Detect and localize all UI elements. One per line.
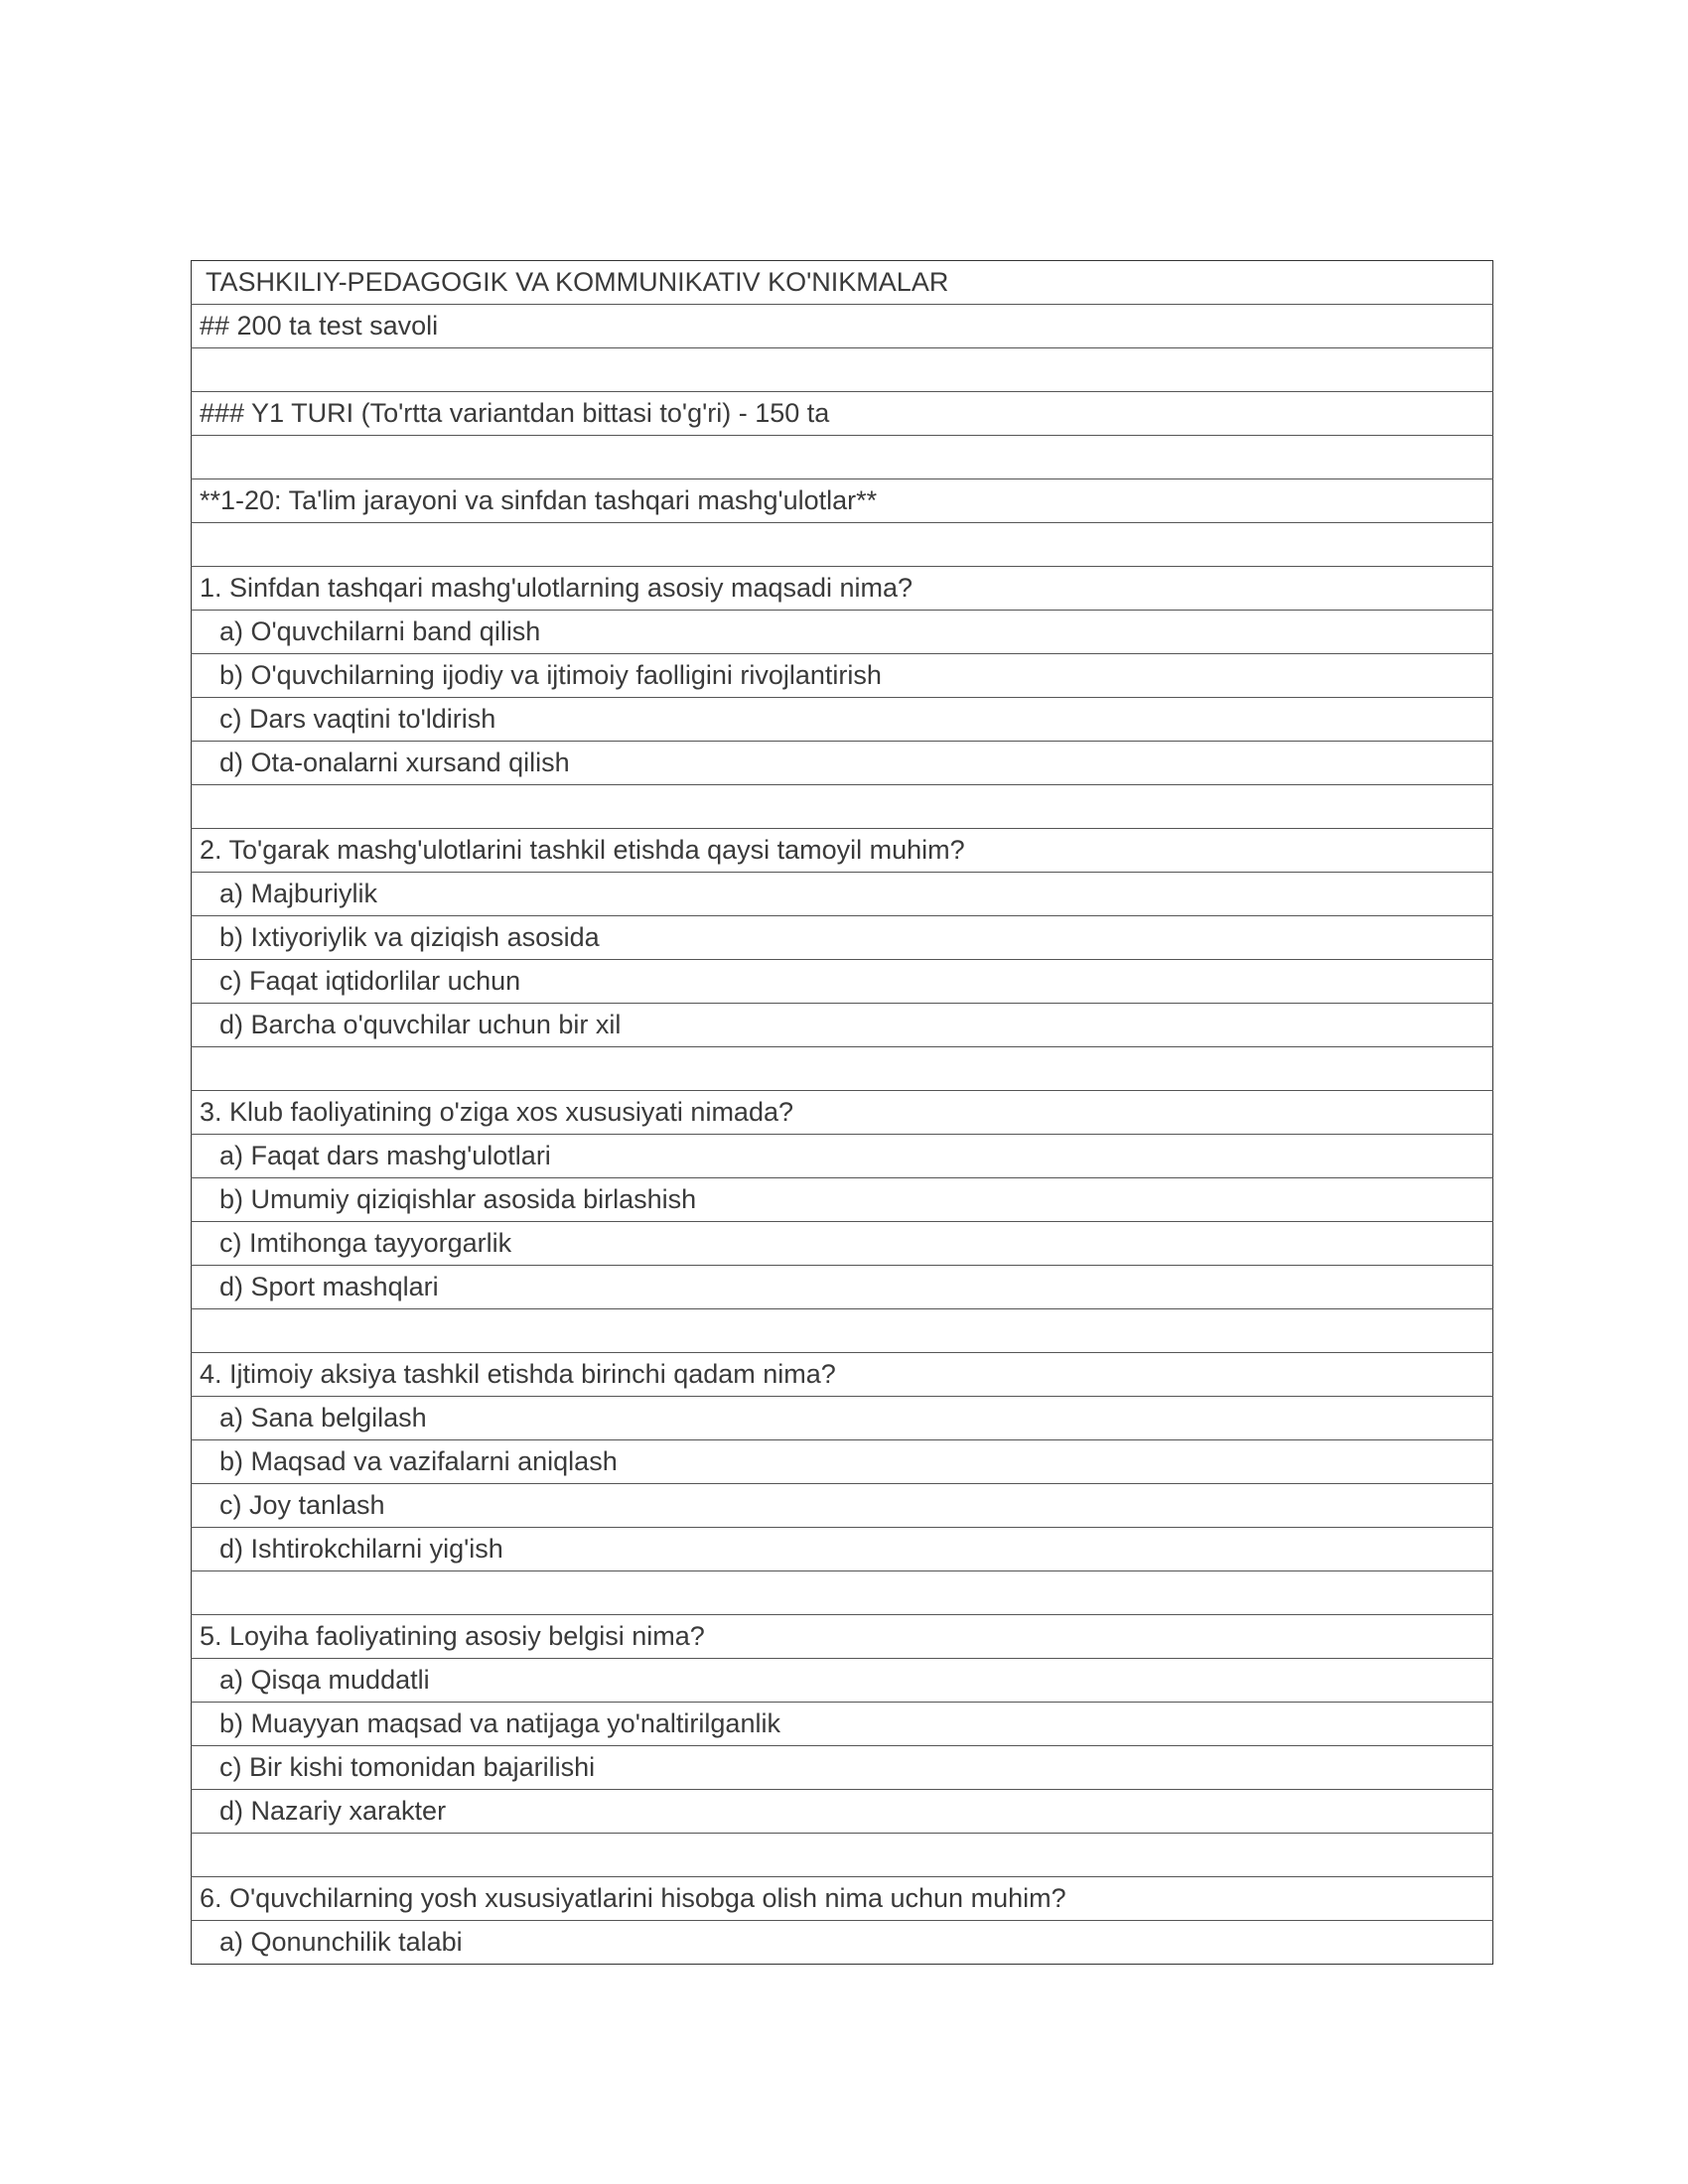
answer-option: d) Ota-onalarni xursand qilish bbox=[192, 742, 1493, 785]
table-row bbox=[192, 1266, 1493, 1309]
table-row bbox=[192, 479, 1493, 523]
answer-option: a) Majburiylik bbox=[192, 873, 1493, 916]
spreadsheet-body bbox=[192, 261, 1493, 1965]
answer-option: a) O'quvchilarni band qilish bbox=[192, 611, 1493, 654]
document-title: TASHKILIY-PEDAGOGIK VA KOMMUNIKATIV KO'NIKMALAR bbox=[192, 261, 1493, 305]
table-row bbox=[192, 1528, 1493, 1571]
answer-option: d) Ishtirokchilarni yig'ish bbox=[192, 1528, 1493, 1571]
answer-option: a) Sana belgilash bbox=[192, 1397, 1493, 1440]
table-row bbox=[192, 1135, 1493, 1178]
document-subtitle: ## 200 ta test savoli bbox=[192, 305, 1493, 348]
answer-option: b) Ixtiyoriylik va qiziqish asosida bbox=[192, 916, 1493, 960]
table-row bbox=[192, 1746, 1493, 1790]
table-row bbox=[192, 1877, 1493, 1921]
table-row bbox=[192, 611, 1493, 654]
answer-option: d) Sport mashqlari bbox=[192, 1266, 1493, 1309]
question-text: 3. Klub faoliyatining o'ziga xos xususiyati nimada? bbox=[192, 1091, 1493, 1135]
answer-option: b) O'quvchilarning ijodiy va ijtimoiy faolligini rivojlantirish bbox=[192, 654, 1493, 698]
table-row bbox=[192, 1659, 1493, 1703]
answer-option: c) Imtihonga tayyorgarlik bbox=[192, 1222, 1493, 1266]
answer-option: c) Dars vaqtini to'ldirish bbox=[192, 698, 1493, 742]
answer-option: d) Barcha o'quvchilar uchun bir xil bbox=[192, 1004, 1493, 1047]
answer-option: d) Nazariy xarakter bbox=[192, 1790, 1493, 1834]
answer-option: a) Qonunchilik talabi bbox=[192, 1921, 1493, 1965]
table-row bbox=[192, 1484, 1493, 1528]
question-text: 6. O'quvchilarning yosh xususiyatlarini hisobga olish nima uchun muhim? bbox=[192, 1877, 1493, 1921]
table-row bbox=[192, 1615, 1493, 1659]
table-row bbox=[192, 1222, 1493, 1266]
table-row bbox=[192, 916, 1493, 960]
table-row bbox=[192, 261, 1493, 305]
question-text: 1. Sinfdan tashqari mashg'ulotlarning asosiy maqsadi nima? bbox=[192, 567, 1493, 611]
answer-option: c) Joy tanlash bbox=[192, 1484, 1493, 1528]
table-row bbox=[192, 1091, 1493, 1135]
table-row bbox=[192, 392, 1493, 436]
table-row bbox=[192, 960, 1493, 1004]
table-row bbox=[192, 654, 1493, 698]
empty-row bbox=[192, 1834, 1493, 1877]
table-row bbox=[192, 1397, 1493, 1440]
table-row bbox=[192, 698, 1493, 742]
answer-option: c) Bir kishi tomonidan bajarilishi bbox=[192, 1746, 1493, 1790]
table-row bbox=[192, 1921, 1493, 1965]
empty-row bbox=[192, 785, 1493, 829]
table-row bbox=[192, 1004, 1493, 1047]
table-row bbox=[192, 742, 1493, 785]
empty-row bbox=[192, 523, 1493, 567]
question-text: 2. To'garak mashg'ulotlarini tashkil etishda qaysi tamoyil muhim? bbox=[192, 829, 1493, 873]
answer-option: a) Faqat dars mashg'ulotlari bbox=[192, 1135, 1493, 1178]
answer-option: b) Umumiy qiziqishlar asosida birlashish bbox=[192, 1178, 1493, 1222]
section-heading: ### Y1 TURI (To'rtta variantdan bittasi to'g'ri) - 150 ta bbox=[192, 392, 1493, 436]
table-row bbox=[192, 1703, 1493, 1746]
empty-row bbox=[192, 1309, 1493, 1353]
empty-row bbox=[192, 1571, 1493, 1615]
table-row bbox=[192, 873, 1493, 916]
answer-option: b) Muayyan maqsad va natijaga yo'naltirilganlik bbox=[192, 1703, 1493, 1746]
answer-option: c) Faqat iqtidorlilar uchun bbox=[192, 960, 1493, 1004]
empty-row bbox=[192, 1047, 1493, 1091]
question-text: 4. Ijtimoiy aksiya tashkil etishda birinchi qadam nima? bbox=[192, 1353, 1493, 1397]
table-row bbox=[192, 1178, 1493, 1222]
empty-row bbox=[192, 348, 1493, 392]
table-row bbox=[192, 1790, 1493, 1834]
spreadsheet-table bbox=[191, 260, 1493, 1965]
answer-option: a) Qisqa muddatli bbox=[192, 1659, 1493, 1703]
table-row bbox=[192, 305, 1493, 348]
table-row bbox=[192, 567, 1493, 611]
table-row bbox=[192, 1440, 1493, 1484]
question-text: 5. Loyiha faoliyatining asosiy belgisi nima? bbox=[192, 1615, 1493, 1659]
table-row bbox=[192, 1353, 1493, 1397]
empty-row bbox=[192, 436, 1493, 479]
topic-heading: **1-20: Ta'lim jarayoni va sinfdan tashqari mashg'ulotlar** bbox=[192, 479, 1493, 523]
table-row bbox=[192, 829, 1493, 873]
answer-option: b) Maqsad va vazifalarni aniqlash bbox=[192, 1440, 1493, 1484]
